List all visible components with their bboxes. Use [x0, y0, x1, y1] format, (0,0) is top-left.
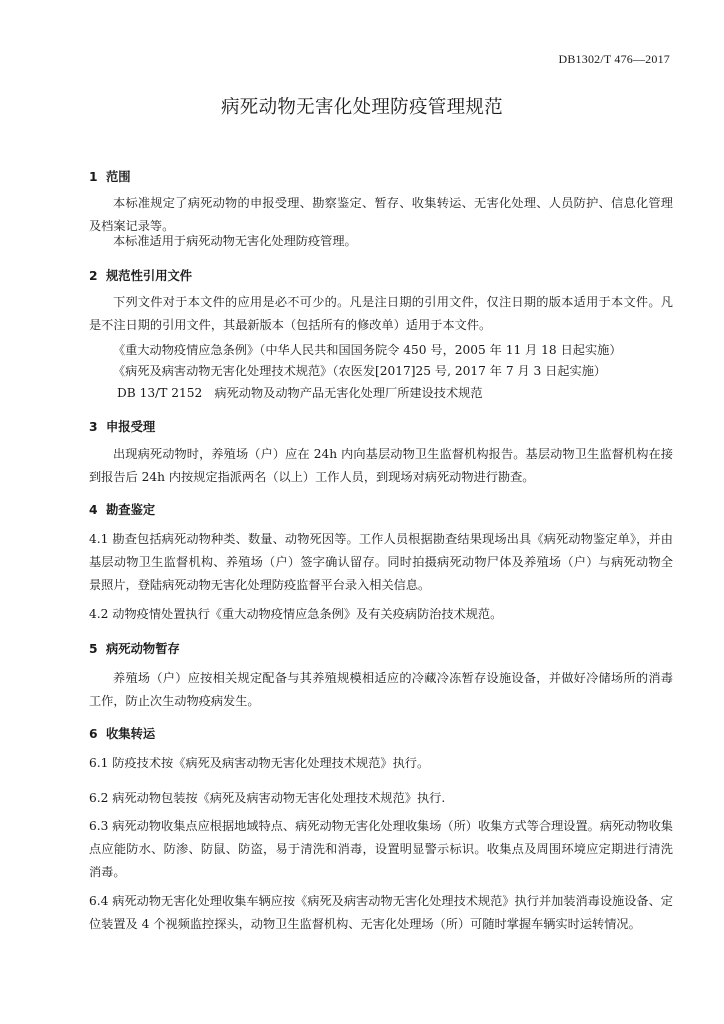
section-number: 4 [89, 503, 98, 517]
section-title: 收集转运 [106, 727, 156, 741]
paragraph: 出现病死动物时，养殖场（户）应在 24h 内向基层动物卫生监督机构报告。基层动物卫生监督机构在接到报告后 24h 内按规定指派两名（以上）工作人员，到现场对病死动物进行勘查。 [89, 447, 673, 484]
section-title: 勘查鉴定 [106, 503, 156, 517]
paragraph: 6.1 防疫技术按《病死及病害动物无害化处理技术规范》执行。 [89, 756, 430, 770]
paragraph: 6.4 病死动物无害化处理收集车辆应按《病死及病害动物无害化处理技术规范》执行并加装消毒设施设备、定位装置及 4 个视频监控探头，动物卫生监督机构、无害化处理场（所）可随时掌握车辆实时运转情况。 [89, 894, 673, 931]
section-heading-survey [89, 500, 155, 518]
section-heading-normative-references [89, 266, 192, 284]
section-title: 病死动物暂存 [106, 642, 180, 656]
section-number: 1 [89, 170, 98, 184]
reference-item: 《病死及病害动物无害化处理技术规范》（农医发[2017]25 号, 2017 年 7 月 3 日起实施） [113, 364, 607, 378]
section-number: 6 [89, 727, 98, 741]
paragraph: 养殖场（户）应按相关规定配备与其养殖规模相适应的冷藏冷冻暂存设施设备，并做好冷储场所的消毒工作，防止次生动物疫病发生。 [89, 671, 673, 708]
section-heading-temporary-storage [89, 639, 180, 657]
section-number: 5 [89, 642, 98, 656]
section-number: 2 [89, 269, 98, 283]
section-heading-collection-transport [89, 724, 155, 742]
paragraph: 下列文件对于本文件的应用是必不可少的。凡是注日期的引用文件，仅注日期的版本适用于本文件。凡是不注日期的引用文件，其最新版本（包括所有的修改单）适用于本文件。 [89, 295, 673, 332]
paragraph: 6.3 病死动物收集点应根据地域特点、病死动物无害化处理收集场（所）收集方式等合理设置。病死动物收集点应能防水、防渗、防鼠、防盗，易于清洗和消毒，设置明显警示标识。收集点及周围环境应定期进行清洗消毒。 [89, 819, 673, 879]
section-title: 范围 [106, 170, 131, 184]
reference-item: DB 13/T 2152 病死动物及动物产品无害化处理厂所建设技术规范 [117, 386, 483, 400]
paragraph: 4.1 勘查包括病死动物种类、数量、动物死因等。工作人员根据勘查结果现场出具《病死动物鉴定单》，并由基层动物卫生监督机构、养殖场（户）签字确认留存。同时拍摄病死动物尸体及养殖场（户）与病死动物全景照片，登陆病死动物无害化处理防疫监督平台录入相关信息。 [89, 532, 673, 592]
paragraph: 6.2 病死动物包装按《病死及病害动物无害化处理技术规范》执行. [89, 791, 446, 805]
section-heading-scope [89, 167, 131, 185]
paragraph: 本标准规定了病死动物的申报受理、勘察鉴定、暂存、收集转运、无害化处理、人员防护、信息化管理及档案记录等。 [89, 196, 673, 233]
document-title: 病死动物无害化处理防疫管理规范 [220, 97, 503, 118]
document-code: DB1302/T 476—2017 [558, 52, 670, 66]
reference-item: 《重大动物疫情应急条例》（中华人民共和国国务院令 450 号，2005 年 11 月 18 日起实施） [113, 343, 622, 357]
section-title: 申报受理 [106, 420, 156, 434]
section-title: 规范性引用文件 [106, 269, 193, 283]
section-number: 3 [89, 420, 98, 434]
paragraph: 4.2 动物疫情处置执行《重大动物疫情应急条例》及有关疫病防治技术规范。 [89, 607, 503, 621]
paragraph: 本标准适用于病死动物无害化处理防疫管理。 [113, 234, 357, 248]
section-heading-declaration [89, 417, 155, 435]
